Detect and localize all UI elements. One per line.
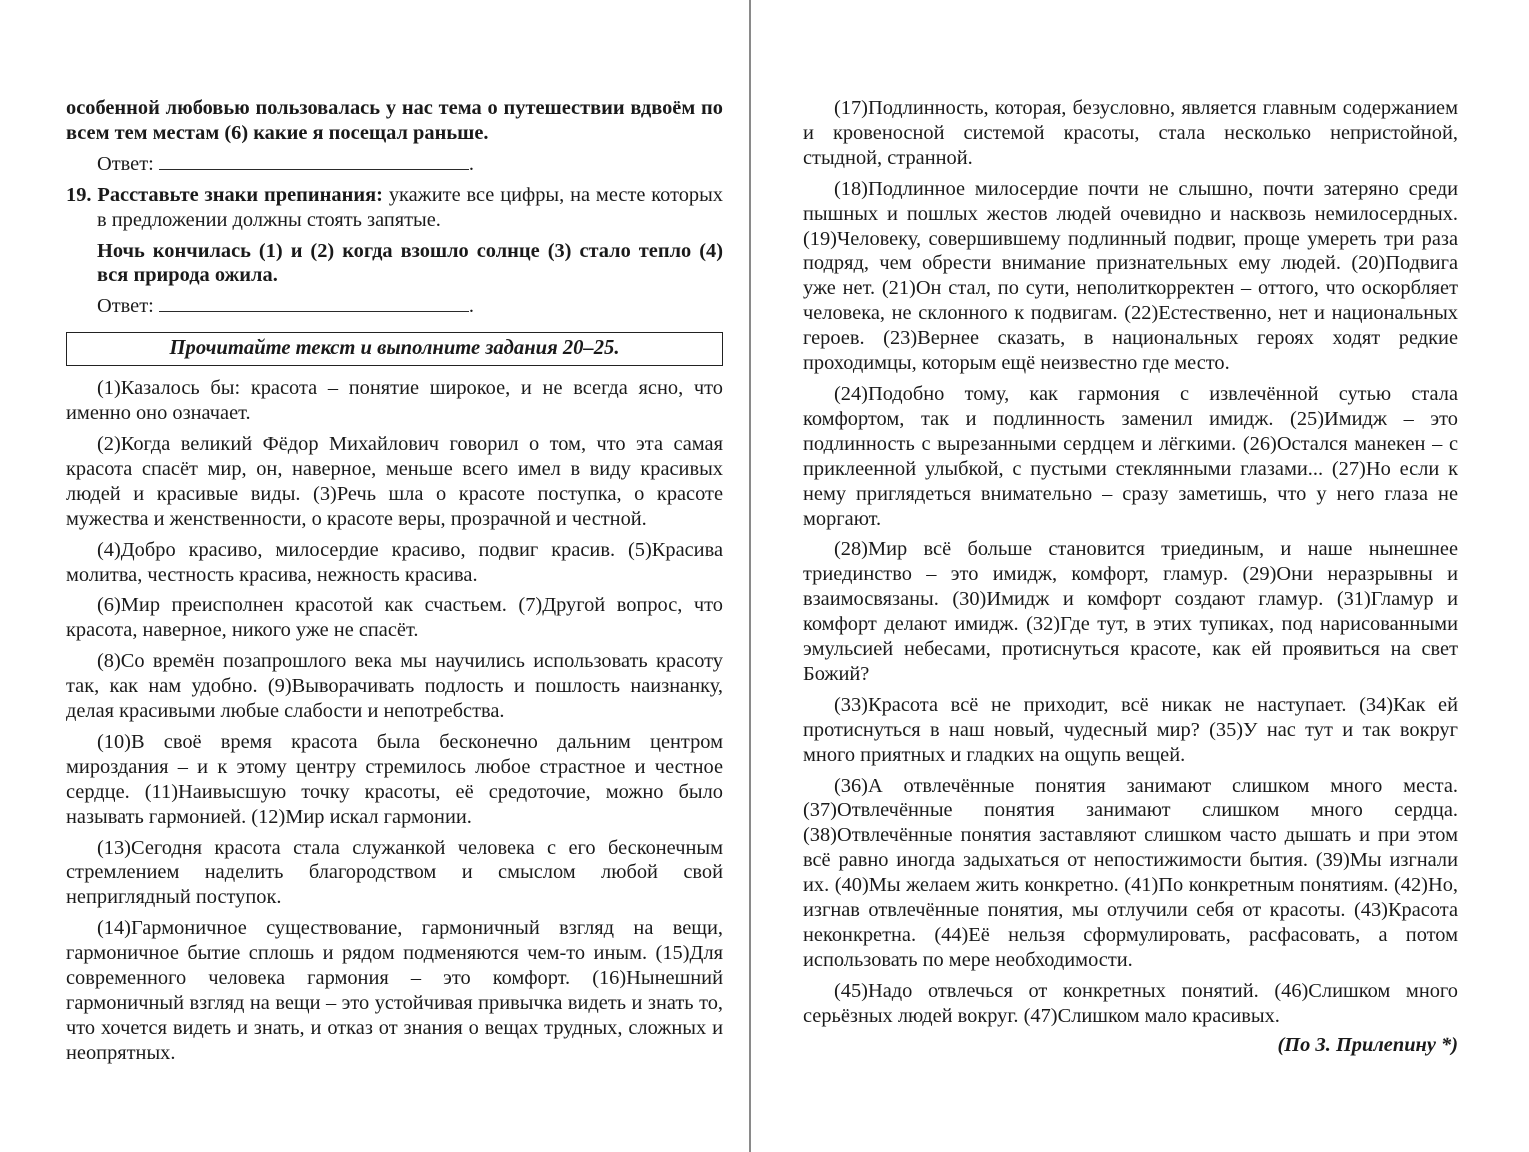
answer-line[interactable] bbox=[159, 152, 469, 170]
text-paragraph: (2)Когда великий Фёдор Михайлович говорил о том, что эта самая красота спасёт мир, он, наверное, меньше всего имел в виду красивых людей и красивые виды. (3)Речь шла о красоте поступка, о красоте мужества и женственности, о красоте веры, прозрачной и честной. bbox=[66, 432, 723, 530]
text-paragraph: (14)Гармоничное существование, гармоничный взгляд на вещи, гармоничное бытие сплошь и рядом подменяются чем-то иным. (15)Для современного человека гармония – это комфорт. (16)Нынешний гармоничный взгляд на вещи – это устойчивая привычка видеть и знать то, что хочется видеть и знать, и отказ от знания о вещах трудных, сложных и неопрятных. bbox=[66, 917, 723, 1064]
answer-end: . bbox=[468, 295, 474, 318]
task18-sentence: особенной любовью пользовалась у нас тема о путешествии вдвоём по всем тем местам (6) какие я посещал раньше. bbox=[66, 97, 723, 144]
text-paragraph: (36)А отвлечённые понятия занимают слишком много места. (37)Отвлечённые понятия занимают слишком много сердца. (38)Отвлечённые понятия заставляют слишком часто дышать и при этом всё равно иногда задыхаться от непостижимости бытия. (39)Мы изгнали их. (40)Мы желаем жить конкретно. (41)По конкретным понятиям. (42)Но, изгнав отвлечённые понятия, мы отлучили себя от красоты. (43)Красота неконкретна. (44)Её нельзя сформулировать, расфасовать, а потом использовать по мере необходимости. bbox=[803, 774, 1458, 971]
text-paragraph: (28)Мир всё больше становится триединым, и наше нынешнее триединство – это имидж, комфорт, гламур. (29)Они неразрывны и взаимосвязаны. (30)Имидж и комфорт создают гламур. (31)Гламур и комфорт делают имидж. (32)Где тут, в этих тупиках, под нарисованными эмульсией небесами, протиснуться красоте, как ей проявиться на свет Божий? bbox=[803, 538, 1458, 685]
answer-label: Ответ: bbox=[97, 295, 154, 318]
text-paragraph: (17)Подлинность, которая, безусловно, является главным содержанием и кровеносной системой красоты, стала несколько непристойной, стыдной, странной. bbox=[803, 97, 1458, 169]
task19 bbox=[66, 183, 723, 233]
text-paragraph: (6)Мир преисполнен красотой как счастьем. (7)Другой вопрос, что красота, наверное, никого уже не спасёт. bbox=[66, 594, 723, 642]
text-paragraph: (8)Со времён позапрошлого века мы научились использовать красоту так, как нам удобно. (9)Выворачивать подлость и пошлость наизнанку, делая красивыми любые слабости и непотребства. bbox=[66, 650, 723, 723]
source-attribution: (По З. Прилепину *) bbox=[1277, 1033, 1458, 1056]
text-paragraph: (1)Казалось бы: красота – понятие широкое, и не всегда ясно, что именно оно означает. bbox=[66, 377, 723, 425]
answer-line[interactable] bbox=[159, 294, 469, 312]
text-paragraph: (18)Подлинное милосердие почти не слышно, почти затеряно среди пышных и пошлых жестов людей очевидно и насквозь немилосердных. (19)Человеку, совершившему подлинный подвиг, проще умереть три раза подряд, чем обрести внимание признательных ему людей. (20)Подвига уже нет. (21)Он стал, по сути, неполиткорректен – оттого, что оскорбляет человека, не склонного к подвигам. (22)Естественно, нет и национальных героев. (23)Вернее сказать, в национальных героях ходят редкие проходимцы, которым ещё неизвестно где место. bbox=[803, 177, 1458, 375]
task19-number: 19. bbox=[66, 183, 92, 206]
text-paragraph: (33)Красота всё не приходит, всё никак не наступает. (34)Как ей протиснуться в наш новый, чудесный мир? (35)У нас тут и так вокруг много приятных и гладких на ощупь вещей. bbox=[803, 693, 1458, 766]
answer-end: . bbox=[468, 152, 474, 175]
task19-sentence: Ночь кончилась (1) и (2) когда взошло солнце (3) стало тепло (4) вся природа ожила. bbox=[97, 239, 723, 287]
task19-instruction: укажите все цифры, на месте которых в предложении должны стоять запятые. bbox=[97, 183, 723, 231]
text-paragraph: (45)Надо отвлечься от конкретных понятий. (46)Слишком много серьёзных людей вокруг. (47)Слишком мало красивых. bbox=[803, 979, 1458, 1027]
text-paragraph: (24)Подобно тому, как гармония с извлечённой сутью стала комфортом, так и подлинность заменил имидж. (25)Имидж – это подлинность с вырезанными сердцем и лёгкими. (26)Остался манекен – с приклеенной улыбкой, с пустыми стеклянными глазами... (27)Но если к нему приглядеться внимательно – сразу заметишь, что у него глаза не моргают. bbox=[803, 382, 1458, 530]
answer-label: Ответ: bbox=[97, 152, 154, 175]
right-page bbox=[803, 96, 1458, 1058]
text-paragraph: (13)Сегодня красота стала служанкой человека с его бесконечным стремлением наделить благородством и смыслом любой свой неприглядный поступок. bbox=[66, 836, 723, 909]
answer-19 bbox=[66, 294, 723, 319]
reading-instruction-box: Прочитайте текст и выполните задания 20–25. bbox=[66, 332, 723, 366]
text-paragraph: (4)Добро красиво, милосердие красиво, подвиг красив. (5)Красива молитва, честность красива, нежность красива. bbox=[66, 538, 723, 586]
left-page bbox=[66, 96, 723, 1066]
text-paragraph: (10)В своё время красота была бесконечно дальним центром мироздания – и к этому центру стремилось любое страстное и честное сердце. (11)Наивысшую точку красоты, её средоточие, можно было называть гармонией. (12)Мир искал гармонии. bbox=[66, 730, 723, 828]
task19-lead: Расставьте знаки препинания: bbox=[97, 183, 383, 206]
answer-18 bbox=[66, 152, 723, 177]
page-gutter bbox=[749, 0, 751, 1152]
